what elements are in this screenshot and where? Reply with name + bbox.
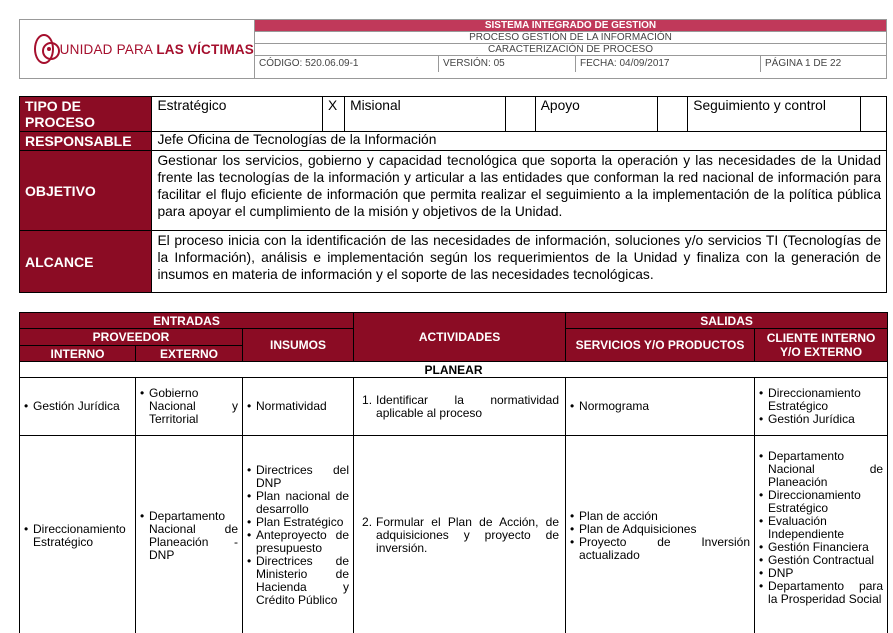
process-name: PROCESO GESTIÓN DE LA INFORMACIÓN [255, 32, 886, 44]
insumos-header: INSUMOS [243, 329, 354, 362]
list-item: • Evaluación Independiente [759, 515, 883, 541]
proveedor-header: PROVEEDOR [20, 329, 243, 346]
date-field: FECHA: 04/09/2017 [576, 56, 761, 72]
servicios-header: SERVICIOS Y/O PRODUCTOS [566, 329, 755, 362]
activity-item: 1. Identificar la normatividad aplicable al proceso [358, 394, 559, 420]
list-item: • Gestión Jurídica [759, 413, 883, 426]
entradas-header: ENTRADAS [20, 313, 354, 329]
tipo-mark [860, 97, 886, 132]
alcance-value: El proceso inicia con la identificación de las necesidades de información, soluciones y/o servicios TI (Tecnologías de la Información), análisis e implementación según los requerimientos de la Unidad y finaliza con la generación de insumos en materia de información y el soporte de las necesidades tecnológicas. [152, 231, 887, 293]
list-item: • Plan de Adquisiciones [570, 523, 750, 536]
list-item: • Direccionamiento Estratégico [759, 489, 883, 515]
servicios-cell [566, 378, 755, 436]
tipo-option: Seguimiento y control [688, 97, 861, 132]
objetivo-value: Gestionar los servicios, gobierno y capacidad tecnológica que soporta la operación y las necesidades de la Unidad frente las tecnologías de la información y articular a las entidades que conforman la red nacional de información para facilitar el flujo eficiente de información que permita realizar el seguimiento a la implementación de la política pública para apoyar el cumplimiento de la misión y objetivos de la Unidad. [152, 151, 887, 231]
brand-name: UNIDAD PARA LAS VÍCTIMAS [59, 41, 254, 57]
tipo-option: Estratégico [152, 97, 323, 132]
cliente-cell [755, 378, 888, 436]
list-item: • Gobierno Nacional y Territorial [140, 387, 238, 426]
phase-label: PLANEAR [20, 362, 888, 378]
list-item: • Anteproyecto de presupuesto [247, 529, 349, 555]
logo [20, 20, 255, 78]
actividades-header: ACTIVIDADES [354, 313, 566, 362]
tipo-mark: X [323, 97, 345, 132]
list-item: • Plan nacional de desarrollo [247, 490, 349, 516]
responsable-value: Jefe Oficina de Tecnologías de la Información [152, 132, 887, 151]
tipo-label: TIPO DE PROCESO [20, 97, 152, 132]
tipo-mark [505, 97, 535, 132]
proveedor-externo-cell [136, 378, 243, 436]
list-item: • Gestión Jurídica [24, 400, 131, 413]
proveedor-interno-cell [20, 378, 136, 436]
header-info [255, 20, 886, 78]
actividad-cell [354, 378, 566, 436]
alcance-label: ALCANCE [20, 231, 152, 293]
list-item: • Gestión Financiera [759, 541, 883, 554]
insumos-cell [243, 378, 354, 436]
servicios-cell [566, 436, 755, 633]
list-item: • Gestión Contractual [759, 554, 883, 567]
list-item: • Plan Estratégico [247, 516, 349, 529]
tipo-option: Misional [345, 97, 506, 132]
tipo-option: Apoyo [535, 97, 657, 132]
list-item: • Departamento Nacional de Planeación [759, 450, 883, 489]
list-item: • Direccionamiento Estratégico [759, 387, 883, 413]
proveedor-externo-cell [136, 436, 243, 633]
meta-row [255, 56, 886, 72]
list-item: • Direccionamiento Estratégico [24, 523, 131, 549]
list-item: • Normograma [570, 400, 750, 413]
code-field: CÓDIGO: 520.06.09-1 [255, 56, 439, 72]
cliente-header: CLIENTE INTERNO Y/O EXTERNO [755, 329, 888, 362]
list-item: • Plan de acción [570, 510, 750, 523]
cliente-cell [755, 436, 888, 633]
list-item: • Proyecto de Inversión actualizado [570, 536, 750, 562]
activity-item: 2. Formular el Plan de Acción, de adquisiciones y proyecto de inversión. [358, 516, 559, 555]
salidas-header: SALIDAS [566, 313, 888, 329]
actividad-cell [354, 436, 566, 633]
document-header [19, 19, 887, 79]
list-item: • Normatividad [247, 400, 349, 413]
externo-header: EXTERNO [136, 346, 243, 362]
process-info-table [19, 96, 887, 293]
insumos-cell [243, 436, 354, 633]
page-field: PÁGINA 1 DE 22 [765, 58, 842, 69]
proveedor-interno-cell [20, 436, 136, 633]
version-field: VERSIÓN: 05 [439, 56, 576, 72]
seal-icon [34, 34, 54, 64]
system-title: SISTEMA INTEGRADO DE GESTION [255, 20, 886, 32]
process-characterization-table [19, 312, 888, 633]
list-item: • Departamento para la Prosperidad Social [759, 580, 883, 606]
interno-header: INTERNO [20, 346, 136, 362]
document-type: CARACTERIZACIÓN DE PROCESO [255, 44, 886, 56]
list-item: • DNP [759, 567, 883, 580]
list-item: • Directrices del DNP [247, 464, 349, 490]
list-item: • Directrices de Ministerio de Hacienda y Crédito Público [247, 555, 349, 607]
responsable-label: RESPONSABLE [20, 132, 152, 151]
objetivo-label: OBJETIVO [20, 151, 152, 231]
list-item: • Departamento Nacional de Planeación - DNP [140, 510, 238, 562]
tipo-mark [658, 97, 688, 132]
